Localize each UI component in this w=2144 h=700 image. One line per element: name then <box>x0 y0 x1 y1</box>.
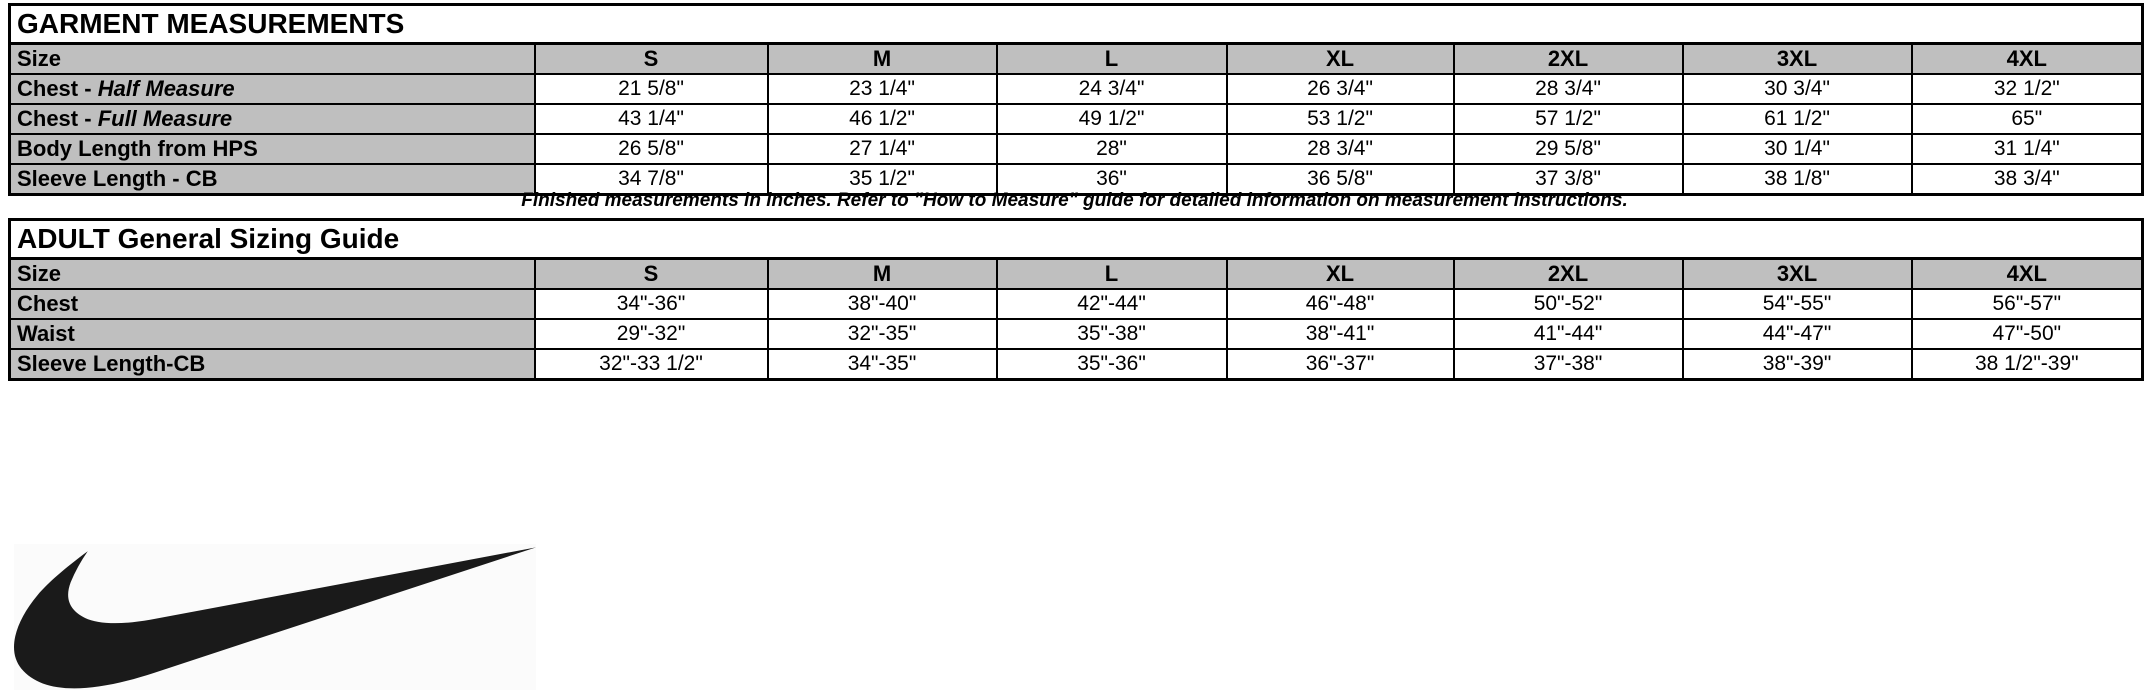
table-row <box>10 319 2143 349</box>
measurement-cell: 36 5/8" <box>1227 164 1454 195</box>
garment-col-header-m: M <box>768 44 997 75</box>
garment-col-header-4xl: 4XL <box>1912 44 2143 75</box>
measurement-cell: 28 3/4" <box>1227 134 1454 164</box>
sizing-cell: 34"-35" <box>768 349 997 380</box>
sizing-col-header-m: M <box>768 259 997 290</box>
garment-table-title: GARMENT MEASUREMENTS <box>10 5 2143 44</box>
measurement-cell: 30 3/4" <box>1683 74 1912 104</box>
measurement-cell: 43 1/4" <box>535 104 768 134</box>
sizing-col-header-3xl: 3XL <box>1683 259 1912 290</box>
measurement-cell: 38 3/4" <box>1912 164 2143 195</box>
sizing-cell: 35"-36" <box>997 349 1227 380</box>
row-label-italic-text: Full Measure <box>97 106 233 131</box>
measurement-cell: 65" <box>1912 104 2143 134</box>
sizing-cell: 50"-52" <box>1454 289 1683 319</box>
measurement-cell: 32 1/2" <box>1912 74 2143 104</box>
garment-col-header-3xl: 3XL <box>1683 44 1912 75</box>
row-label-text: Chest - <box>17 76 98 101</box>
sizing-cell: 32"-33 1/2" <box>535 349 768 380</box>
measurement-cell: 46 1/2" <box>768 104 997 134</box>
garment-measurements-table <box>8 3 2144 196</box>
sizing-cell: 46"-48" <box>1227 289 1454 319</box>
row-label-waist: Waist <box>10 319 535 349</box>
measurement-cell: 29 5/8" <box>1454 134 1683 164</box>
row-label-chest-full <box>10 104 535 134</box>
table-row <box>10 104 2143 134</box>
sizing-col-header-4xl: 4XL <box>1912 259 2143 290</box>
nike-swoosh-icon <box>14 544 536 690</box>
sizing-cell: 34"-36" <box>535 289 768 319</box>
table-row <box>10 74 2143 104</box>
sizing-cell: 38"-40" <box>768 289 997 319</box>
garment-col-header-s: S <box>535 44 768 75</box>
sizing-col-header-s: S <box>535 259 768 290</box>
table-row <box>10 289 2143 319</box>
measurement-cell: 23 1/4" <box>768 74 997 104</box>
row-label-text: Sleeve Length - CB <box>17 166 218 191</box>
nike-swoosh-logo <box>14 544 536 690</box>
table-row <box>10 349 2143 380</box>
measurement-cell: 26 5/8" <box>535 134 768 164</box>
adult-sizing-guide-table <box>8 218 2144 381</box>
sizing-cell: 56"-57" <box>1912 289 2143 319</box>
row-label-chest: Chest <box>10 289 535 319</box>
garment-col-header-2xl: 2XL <box>1454 44 1683 75</box>
sizing-cell: 42"-44" <box>997 289 1227 319</box>
measurement-cell: 21 5/8" <box>535 74 768 104</box>
measurement-cell: 26 3/4" <box>1227 74 1454 104</box>
row-label-body-length <box>10 134 535 164</box>
sizing-cell: 35"-38" <box>997 319 1227 349</box>
measurement-cell: 34 7/8" <box>535 164 768 195</box>
measurement-cell: 30 1/4" <box>1683 134 1912 164</box>
sizing-cell: 47"-50" <box>1912 319 2143 349</box>
sizing-cell: 38 1/2"-39" <box>1912 349 2143 380</box>
sizing-cell: 41"-44" <box>1454 319 1683 349</box>
row-label-text: Body Length from HPS <box>17 136 258 161</box>
sizing-cell: 37"-38" <box>1454 349 1683 380</box>
sizing-cell: 32"-35" <box>768 319 997 349</box>
garment-col-header-xl: XL <box>1227 44 1454 75</box>
row-label-text: Chest - <box>17 106 98 131</box>
measurement-cell: 57 1/2" <box>1454 104 1683 134</box>
measurement-cell: 38 1/8" <box>1683 164 1912 195</box>
sizing-cell: 54"-55" <box>1683 289 1912 319</box>
sizing-cell: 38"-41" <box>1227 319 1454 349</box>
garment-size-row-header: Size <box>10 44 535 75</box>
sizing-table-title: ADULT General Sizing Guide <box>10 220 2143 259</box>
measurement-cell: 61 1/2" <box>1683 104 1912 134</box>
garment-col-header-l: L <box>997 44 1227 75</box>
measurement-cell: 35 1/2" <box>768 164 997 195</box>
sizing-col-header-l: L <box>997 259 1227 290</box>
sizing-cell: 44"-47" <box>1683 319 1912 349</box>
measurement-cell: 37 3/8" <box>1454 164 1683 195</box>
sizing-col-header-2xl: 2XL <box>1454 259 1683 290</box>
measurement-cell: 28" <box>997 134 1227 164</box>
sizing-col-header-xl: XL <box>1227 259 1454 290</box>
measurement-note: Finished measurements in inches. Refer to "How to Measure" guide for detailed information on measurement instructions. <box>521 190 1628 211</box>
measurement-cell: 27 1/4" <box>768 134 997 164</box>
sizing-cell: 38"-39" <box>1683 349 1912 380</box>
table-row <box>10 134 2143 164</box>
measurement-cell: 24 3/4" <box>997 74 1227 104</box>
row-label-chest-half <box>10 74 535 104</box>
row-label-italic-text: Half Measure <box>97 76 235 101</box>
sizing-size-row-header: Size <box>10 259 535 290</box>
measurement-cell: 36" <box>997 164 1227 195</box>
measurement-cell: 31 1/4" <box>1912 134 2143 164</box>
row-label-sleeve: Sleeve Length-CB <box>10 349 535 380</box>
sizing-cell: 36"-37" <box>1227 349 1454 380</box>
measurement-cell: 53 1/2" <box>1227 104 1454 134</box>
sizing-cell: 29"-32" <box>535 319 768 349</box>
measurement-cell: 49 1/2" <box>997 104 1227 134</box>
measurement-cell: 28 3/4" <box>1454 74 1683 104</box>
